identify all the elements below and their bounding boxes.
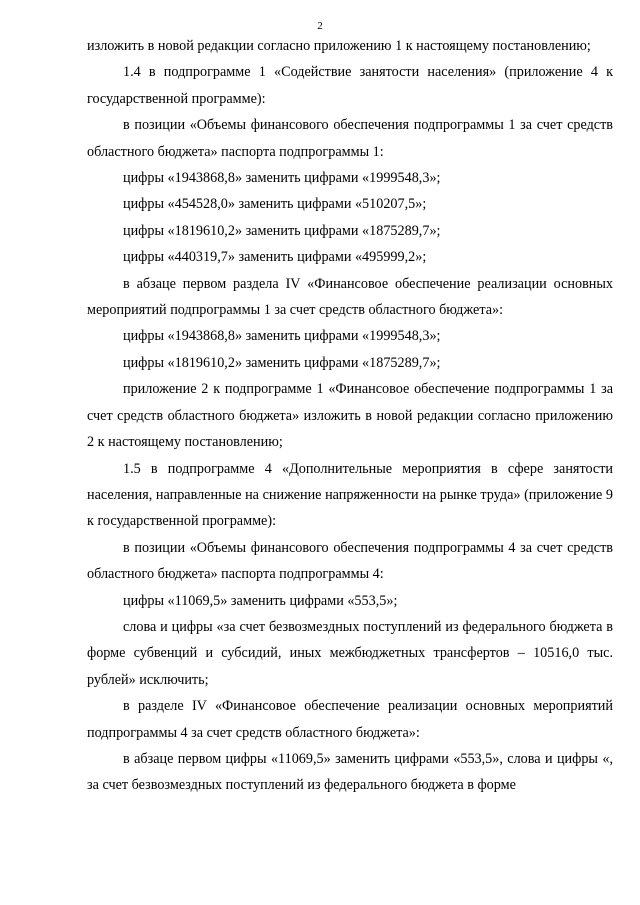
- paragraph-section-1-5: 1.5 в подпрограмме 4 «Дополнительные мероприятия в сфере занятости населения, направленные на снижение напряженности на рынке труда» (приложение 9 к государственной программе):: [87, 460, 613, 530]
- paragraph-funding-position-sub4: в позиции «Объемы финансового обеспечения подпрограммы 4 за счет средств областного бюджета» паспорта подпрограммы 4:: [87, 539, 613, 583]
- paragraph-funding-position-sub1: в позиции «Объемы финансового обеспечения подпрограммы 1 за счет средств областного бюджета» паспорта подпрограммы 1:: [87, 117, 613, 160]
- replacement-item: цифры «1943868,8» заменить цифрами «1999548,3»;: [123, 328, 441, 345]
- paragraph-continuation: изложить в новой редакции согласно приложению 1 к настоящему постановлению;: [87, 38, 591, 54]
- paragraph-exclude-words: слова и цифры «за счет безвозмездных поступлений из федерального бюджета в форме субвенций и субсидий, иных межбюджетных трансфертов – 10516,0 тыс. рублей» исключить;: [87, 618, 613, 688]
- paragraph-section-iv-sub1: в абзаце первом раздела IV «Финансовое обеспечение реализации основных мероприятий подпрограммы 1 за счет средств областного бюджета»:: [87, 275, 613, 319]
- replacement-item: цифры «1943868,8» заменить цифрами «1999548,3»;: [123, 170, 441, 187]
- replacement-item: цифры «454528,0» заменить цифрами «510207,5»;: [123, 196, 427, 213]
- replacement-item: цифры «440319,7» заменить цифрами «495999,2»;: [123, 249, 427, 266]
- paragraph-first-paragraph-change: в абзаце первом цифры «11069,5» заменить цифрами «553,5», слова и цифры «, за счет безвозмездных поступлений из федерального бюджета в форме: [87, 750, 613, 794]
- paragraph-section-iv-sub4: в разделе IV «Финансовое обеспечение реализации основных мероприятий подпрограммы 4 за счет средств областного бюджета»:: [87, 698, 613, 741]
- page-number: 2: [317, 20, 323, 32]
- document-body: [87, 33, 613, 799]
- replacement-item: цифры «1819610,2» заменить цифрами «1875289,7»;: [123, 222, 441, 239]
- replacement-item: цифры «1819610,2» заменить цифрами «1875289,7»;: [123, 354, 441, 371]
- replacement-item: цифры «11069,5» заменить цифрами «553,5»;: [123, 592, 398, 609]
- paragraph-section-1-4: 1.4 в подпрограмме 1 «Содействие занятости населения» (приложение 4 к государственной программе):: [87, 64, 613, 107]
- paragraph-appendix-2: приложение 2 к подпрограмме 1 «Финансовое обеспечение подпрограммы 1 за счет средств областного бюджета» изложить в новой редакции согласно приложению 2 к настоящему постановлению;: [87, 381, 613, 451]
